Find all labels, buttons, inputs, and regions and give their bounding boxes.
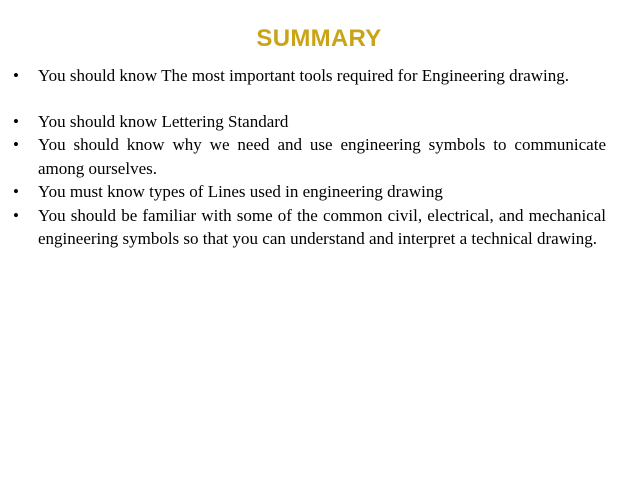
bullet-item bbox=[12, 64, 606, 88]
bullet-text: You should know The most important tools required for Engineering drawing. bbox=[38, 66, 570, 85]
bullet-icon: • bbox=[13, 205, 19, 225]
bullet-text: You should be familiar with some of the common civil, electrical, and mechanical engineering symbols so that you can understand and interpret a technical drawing. bbox=[38, 205, 606, 248]
bullet-icon: • bbox=[13, 66, 19, 85]
bullet-text: You must know types of Lines used in engineering drawing bbox=[38, 182, 443, 201]
bullet-item bbox=[12, 110, 606, 134]
bullet-icon: • bbox=[13, 111, 19, 131]
bullet-icon: • bbox=[13, 182, 19, 201]
bullet-icon: • bbox=[13, 135, 19, 154]
bullet-item bbox=[12, 133, 606, 180]
slide-title: SUMMARY bbox=[256, 25, 382, 52]
bullet-item bbox=[12, 180, 606, 204]
bullet-item bbox=[12, 204, 606, 251]
bullet-text: You should know Lettering Standard bbox=[38, 111, 289, 131]
bullet-list bbox=[12, 64, 606, 251]
bullet-text: You should know why we need and use engineering symbols to communicate among ourselves. bbox=[38, 135, 606, 178]
